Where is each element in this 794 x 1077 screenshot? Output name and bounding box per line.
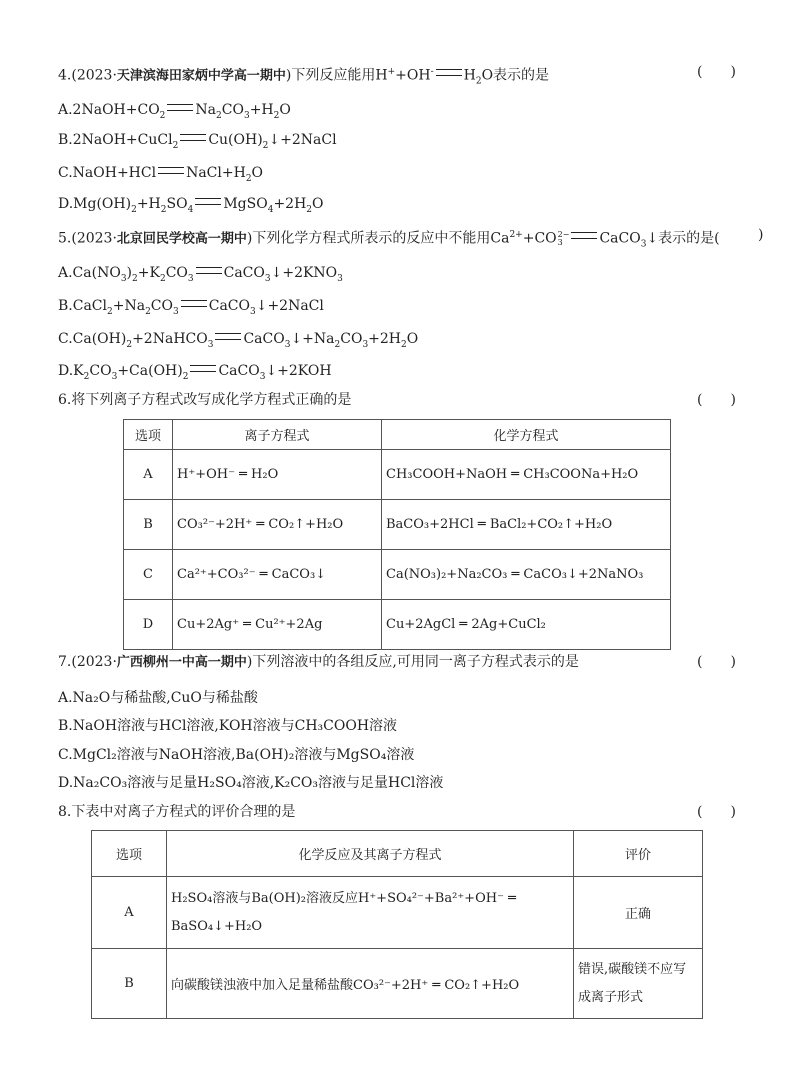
chem-equation-cell: Cu+2AgCl ═ 2Ag+CuCl₂ xyxy=(382,600,671,650)
q5-tail: CaCO xyxy=(599,230,641,247)
opt-sub: 2 xyxy=(273,110,280,121)
option-cell: B xyxy=(124,500,173,550)
q8-table xyxy=(91,830,703,1019)
q5-option-c[interactable] xyxy=(58,329,418,355)
chem-equation-cell: CH₃COOH+NaOH ═ CH₃COONa+H₂O xyxy=(382,450,671,500)
opt-part: ↓+Na xyxy=(290,331,335,347)
q4-answer-paren[interactable]: ( ) xyxy=(697,64,736,80)
opt-sub: 4 xyxy=(187,204,194,215)
q5-mid: )下列化学方程式所表示的反应中不能用Ca xyxy=(246,230,510,247)
q4-option-a[interactable] xyxy=(58,100,291,126)
opt-sub: 3 xyxy=(111,371,118,382)
opt-sub: 2 xyxy=(131,204,137,215)
ion-equation-cell: CO₃²⁻+2H⁺ ═ CO₂↑+H₂O xyxy=(173,500,382,550)
q5-option-b[interactable] xyxy=(58,296,324,322)
opt-part: NaCl+H xyxy=(186,165,246,181)
ion-bottom: 3 xyxy=(557,237,563,247)
q7-option-a[interactable]: A.Na₂O与稀盐酸,CuO与稀盐酸 xyxy=(58,690,258,706)
q4-source: 天津滨海田家炳中学高一期中 xyxy=(116,68,286,84)
q4-option-c[interactable] xyxy=(58,163,263,189)
chem-equation-cell: Ca(NO₃)₂+Na₂CO₃ ═ CaCO₃↓+2NaNO₃ xyxy=(382,550,671,600)
opt-sub: 2 xyxy=(401,339,407,350)
q4-sup2: - xyxy=(430,67,434,77)
opt-part: Na xyxy=(195,102,217,118)
q5-option-a[interactable] xyxy=(58,263,343,289)
opt-part: +Na xyxy=(112,298,146,314)
opt-sub: 2 xyxy=(172,140,179,151)
equals-sign xyxy=(158,167,184,174)
opt-sub: 2 xyxy=(107,306,113,317)
ion-equation-cell: H⁺+OH⁻ ═ H₂O xyxy=(173,450,382,500)
q5-source: 北京回民学校高一期中 xyxy=(116,231,247,247)
opt-part: C.NaOH+HCl xyxy=(58,165,157,181)
evaluation-cell xyxy=(574,949,703,1019)
opt-part: C.Ca(OH) xyxy=(58,331,127,347)
opt-sub: 3 xyxy=(187,273,194,284)
equals-sign xyxy=(196,267,222,274)
q4-plus: +OH xyxy=(395,67,431,84)
reaction-cell xyxy=(167,877,574,949)
q8-stem: 8.下表中对离子方程式的评价合理的是 xyxy=(58,804,296,820)
table-header: 化学反应及其离子方程式 xyxy=(167,831,574,877)
opt-sub: 3 xyxy=(284,339,291,350)
ion-equation-cell: Ca²⁺+CO₃²⁻ ═ CaCO₃↓ xyxy=(173,550,382,600)
q4-tail-b: O表示的是 xyxy=(481,67,550,84)
q6-answer-paren[interactable]: ( ) xyxy=(697,392,736,408)
q7-option-b[interactable]: B.NaOH溶液与HCl溶液,KOH溶液与CH₃COOH溶液 xyxy=(58,718,398,734)
q5-stem xyxy=(58,225,720,254)
equals-sign xyxy=(167,104,193,111)
q5-prefix: 5.(2023· xyxy=(58,230,117,247)
opt-part: Cu(OH) xyxy=(208,132,263,148)
q5-co3: +CO xyxy=(522,230,557,247)
opt-sub: 3 xyxy=(249,306,256,317)
opt-sub: 3 xyxy=(259,371,266,382)
opt-part: CaCO xyxy=(243,331,285,347)
q8-answer-paren[interactable]: ( ) xyxy=(697,804,736,820)
opt-sub: 2 xyxy=(182,371,189,382)
opt-sub: 2 xyxy=(245,173,252,184)
chem-equation-cell: BaCO₃+2HCl ═ BaCl₂+CO₂↑+H₂O xyxy=(382,500,671,550)
q5-answer-paren[interactable]: ) xyxy=(758,227,764,243)
equals-sign xyxy=(195,198,221,205)
opt-part: ↓+2NaCl xyxy=(255,298,324,314)
q5-tail-sub: 3 xyxy=(640,239,647,250)
opt-part: CO xyxy=(89,363,112,379)
opt-sub: 2 xyxy=(306,204,313,215)
opt-part: CO xyxy=(221,102,244,118)
opt-part: B.CaCl xyxy=(58,298,107,314)
option-cell: A xyxy=(92,877,167,949)
q6-stem: 6.将下列离子方程式改写成化学方程式正确的是 xyxy=(58,392,352,408)
q4-sub: 2 xyxy=(475,76,482,87)
opt-part: CaCO xyxy=(223,265,265,281)
reaction-line-1: H₂SO₄溶液与Ba(OH)₂溶液反应H⁺+SO₄²⁻+Ba²⁺+OH⁻ ═ xyxy=(171,890,516,906)
opt-sub: 2 xyxy=(262,140,269,151)
q7-stem xyxy=(58,652,579,673)
q6-table xyxy=(123,419,671,650)
evaluation-cell xyxy=(574,877,703,949)
opt-part: D.K xyxy=(58,363,84,379)
opt-sub: 2 xyxy=(145,306,151,317)
opt-sub: 4 xyxy=(267,204,274,215)
q4-option-d[interactable] xyxy=(58,194,324,220)
q5-ion xyxy=(558,231,570,247)
ion-equation-cell: Cu+2Ag⁺ ═ Cu²⁺+2Ag xyxy=(173,600,382,650)
q4-tail-a: H xyxy=(463,67,476,84)
opt-part: +2H xyxy=(368,331,402,347)
opt-part: CO xyxy=(340,331,363,347)
reaction-cell xyxy=(167,949,574,1019)
table-header-row xyxy=(124,420,671,450)
equals-sign xyxy=(190,365,216,372)
equals-sign xyxy=(215,333,241,340)
opt-part: O xyxy=(279,102,291,118)
table-row xyxy=(124,450,671,500)
reaction-line-1: 向碳酸镁浊液中加入足量稀盐酸CO₃²⁻+2H⁺ ═ CO₂↑+H₂O xyxy=(171,978,520,993)
opt-part: SO xyxy=(166,196,188,212)
opt-part: ↓+2NaCl xyxy=(268,132,337,148)
opt-part: +K xyxy=(137,265,160,281)
option-cell: D xyxy=(124,600,173,650)
opt-part: O xyxy=(251,165,264,181)
table-header: 化学方程式 xyxy=(382,420,671,450)
equals-sign xyxy=(571,232,597,239)
q7-tail: )下列溶液中的各组反应,可用同一离子方程式表示的是 xyxy=(246,654,579,670)
opt-sub: 3 xyxy=(173,306,179,317)
opt-part: D.Mg(OH) xyxy=(58,196,132,212)
q7-option-c[interactable]: C.MgCl₂溶液与NaOH溶液,Ba(OH)₂溶液与MgSO₄溶液 xyxy=(58,747,415,763)
table-row xyxy=(92,877,703,949)
q4-option-b[interactable] xyxy=(58,130,337,156)
opt-part: O xyxy=(406,331,419,347)
table-header: 选项 xyxy=(124,420,173,450)
opt-part: +Ca(OH) xyxy=(117,363,183,379)
q4-mid: )下列反应能用H xyxy=(285,67,388,84)
q4-prefix: 4.(2023· xyxy=(58,67,117,84)
option-cell: C xyxy=(124,550,173,600)
q5-tail-end: ↓表示的是( xyxy=(646,230,720,247)
table-row xyxy=(124,500,671,550)
opt-sub: 3 xyxy=(337,273,343,284)
opt-sub: 3 xyxy=(120,273,127,284)
ion-top: 2− xyxy=(557,229,570,239)
opt-sub: 3 xyxy=(362,339,369,350)
table-header-row xyxy=(92,831,703,877)
opt-part: CaCO xyxy=(208,298,250,314)
opt-sub: 2 xyxy=(126,339,133,350)
opt-part: CO xyxy=(150,298,173,314)
opt-part: B.2NaOH+CuCl xyxy=(58,132,173,148)
opt-sub: 3 xyxy=(243,110,250,121)
opt-sub: 3 xyxy=(264,273,271,284)
opt-sub: 2 xyxy=(160,204,167,215)
opt-sub: 3 xyxy=(207,339,214,350)
table-header: 选项 xyxy=(92,831,167,877)
q7-option-d[interactable]: D.Na₂CO₃溶液与足量H₂SO₄溶液,K₂CO₃溶液与足量HCl溶液 xyxy=(58,775,444,791)
opt-part: O xyxy=(312,196,324,212)
q7-prefix: 7.(2023· xyxy=(58,654,117,670)
opt-part: CaCO xyxy=(218,363,260,379)
equals-sign xyxy=(181,300,207,307)
opt-part: +H xyxy=(136,196,161,212)
q5-option-d[interactable] xyxy=(58,361,332,387)
table-row xyxy=(124,550,671,600)
opt-part: A.Ca(NO xyxy=(58,265,121,281)
opt-part: ↓+2KOH xyxy=(265,363,332,379)
opt-part: ) xyxy=(126,265,133,281)
opt-sub: 2 xyxy=(132,273,138,284)
q4-sup1: + xyxy=(387,67,396,77)
evaluation-line-1: 错误,碳酸镁不应写 xyxy=(578,961,687,977)
evaluation-line-2: 成离子形式 xyxy=(578,989,644,1005)
table-row xyxy=(92,949,703,1019)
option-cell: B xyxy=(92,949,167,1019)
opt-sub: 2 xyxy=(216,110,222,121)
equals-sign xyxy=(436,69,462,76)
q7-source: 广西柳州一中高一期中 xyxy=(116,655,247,670)
opt-part: MgSO xyxy=(223,196,268,212)
q4-stem xyxy=(58,62,549,91)
opt-part: +H xyxy=(249,102,274,118)
opt-sub: 2 xyxy=(159,110,166,121)
q5-sup: 2+ xyxy=(509,230,523,240)
opt-part: +2NaHCO xyxy=(132,331,208,347)
opt-part: ↓+2KNO xyxy=(270,265,338,281)
table-header: 评价 xyxy=(574,831,703,877)
equals-sign xyxy=(180,134,206,141)
opt-part: +2H xyxy=(273,196,307,212)
opt-sub: 2 xyxy=(83,371,90,382)
table-header: 离子方程式 xyxy=(173,420,382,450)
reaction-line-2: BaSO₄↓+H₂O xyxy=(171,918,263,934)
table-row xyxy=(124,600,671,650)
opt-part: A.2NaOH+CO xyxy=(58,102,160,118)
opt-sub: 2 xyxy=(159,273,166,284)
option-cell: A xyxy=(124,450,173,500)
q7-answer-paren[interactable]: ( ) xyxy=(697,654,736,670)
opt-sub: 2 xyxy=(334,339,341,350)
opt-part: CO xyxy=(165,265,188,281)
evaluation-line-1: 正确 xyxy=(624,907,651,922)
